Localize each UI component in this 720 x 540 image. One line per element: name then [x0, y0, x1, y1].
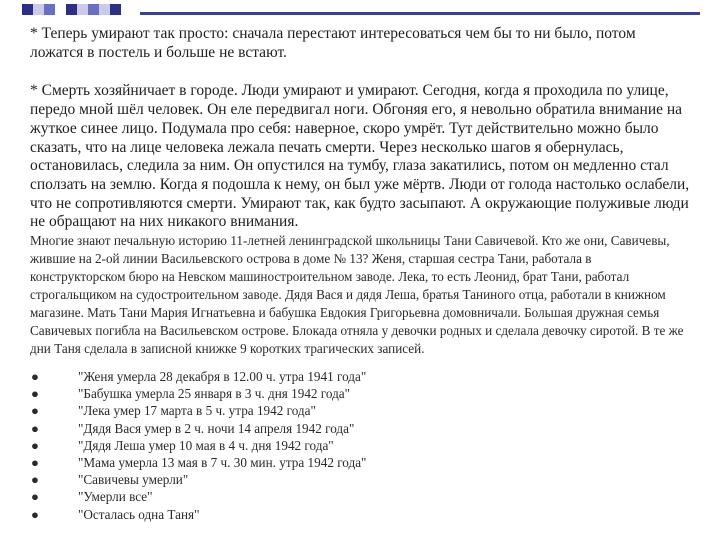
bullet-icon: ● — [31, 386, 39, 402]
deco-square-dark-2 — [66, 4, 77, 15]
list-item — [30, 368, 690, 385]
list-item — [30, 454, 690, 471]
bullet-icon: ● — [31, 437, 39, 453]
deco-square-light — [33, 4, 44, 15]
list-item — [30, 402, 690, 419]
slide-content — [30, 25, 690, 523]
deco-square-dark — [22, 4, 33, 15]
deco-square-white — [55, 4, 66, 15]
deco-square-light-3 — [99, 4, 110, 15]
entry-text: "Умерли все" — [78, 489, 153, 505]
list-item — [30, 420, 690, 437]
entry-text: "Осталась одна Таня" — [78, 506, 200, 522]
list-item — [30, 437, 690, 454]
entry-text: "Бабушка умерла 25 января в 3 ч. дня 1942 года" — [78, 386, 351, 402]
deco-square-dark-3 — [110, 4, 121, 15]
decorative-squares — [22, 4, 121, 15]
list-item — [30, 506, 690, 523]
savichev-story-paragraph: Многие знают печальную историю 11-летней ленинградской школьницы Тани Савичевой. Кто же они, Савичевы, жившие на 2-ой линии Васильевского острова в доме № 13? Женя, старшая сестра Тани, работала в конструкторском бюро на Невском машиностроительном заводе. Лека, то есть Леонид, брат Тани, работал строгальщиком на судостроительном заводе. Дядя Вася и дядя Леша, братья Таниного отца, работали в книжном магазине. Мать Тани Мария Игнатьевна и бабушка Евдокия Григорьевна домовничали. Большая дружная семья Савичевых погибла на Васильевском острове. Блокада отняла у девочки родных и сделала девочку сиротой. В те же дни Таня сделала в записной книжке 9 коротких трагических записей. — [30, 233, 684, 357]
bullet-icon: ● — [31, 403, 39, 419]
entry-text: "Мама умерла 13 мая в 7 ч. 30 мин. утра 1942 года" — [78, 455, 367, 471]
deco-square-mid — [44, 4, 55, 15]
list-item — [30, 488, 690, 505]
decorative-header-bar — [0, 0, 720, 20]
bullet-icon: ● — [31, 455, 39, 471]
list-item — [30, 385, 690, 402]
entry-text: "Дядя Леша умер 10 мая в 4 ч. дня 1942 года" — [78, 437, 334, 453]
diary-quote-1: * Теперь умирают так просто: сначала перестают интересоваться чем бы то ни было, потом ложатся в постель и больше не встают. — [30, 25, 636, 61]
bullet-icon: ● — [31, 420, 39, 436]
bullet-icon: ● — [31, 472, 39, 488]
entry-text: "Женя умерла 28 декабря в 12.00 ч. утра 1941 года" — [78, 369, 367, 385]
diary-quote-2: * Смерть хозяйничает в городе. Люди умирают и умирают. Сегодня, когда я проходила по улице, передо мной шёл человек. Он еле передвигал ноги. Обгоняя его, я невольно обратила внимание на жуткое синее лицо. Подумала про себя: наверное, скоро умрёт. Тут действительно можно было сказать, что на лице человека лежала печать смерти. Через несколько шагов я обернулась, остановилась, следила за ним. Он опустился на тумбу, глаза закатились, потом он медленно стал сползать на землю. Когда я подошла к нему, он был уже мёртв. Люди от голода настолько ослабели, что не сопротивляются смерти. Умирают так, как будто засыпают. А окружающие полуживые люди не обращают на них никакого внимания. — [30, 82, 690, 231]
bullet-icon: ● — [31, 369, 39, 385]
entry-text: "Лека умер 17 марта в 5 ч. утра 1942 года" — [78, 403, 316, 419]
entry-text: "Дядя Вася умер в 2 ч. ночи 14 апреля 1942 года" — [78, 420, 355, 436]
list-item — [30, 471, 690, 488]
bullet-icon: ● — [31, 506, 39, 522]
bullet-icon: ● — [31, 489, 39, 505]
decorative-rule — [140, 12, 700, 15]
deco-square-light-2 — [77, 4, 88, 15]
notebook-entries-list — [30, 368, 690, 523]
entry-text: "Савичевы умерли" — [78, 472, 189, 488]
deco-square-mid-2 — [88, 4, 99, 15]
